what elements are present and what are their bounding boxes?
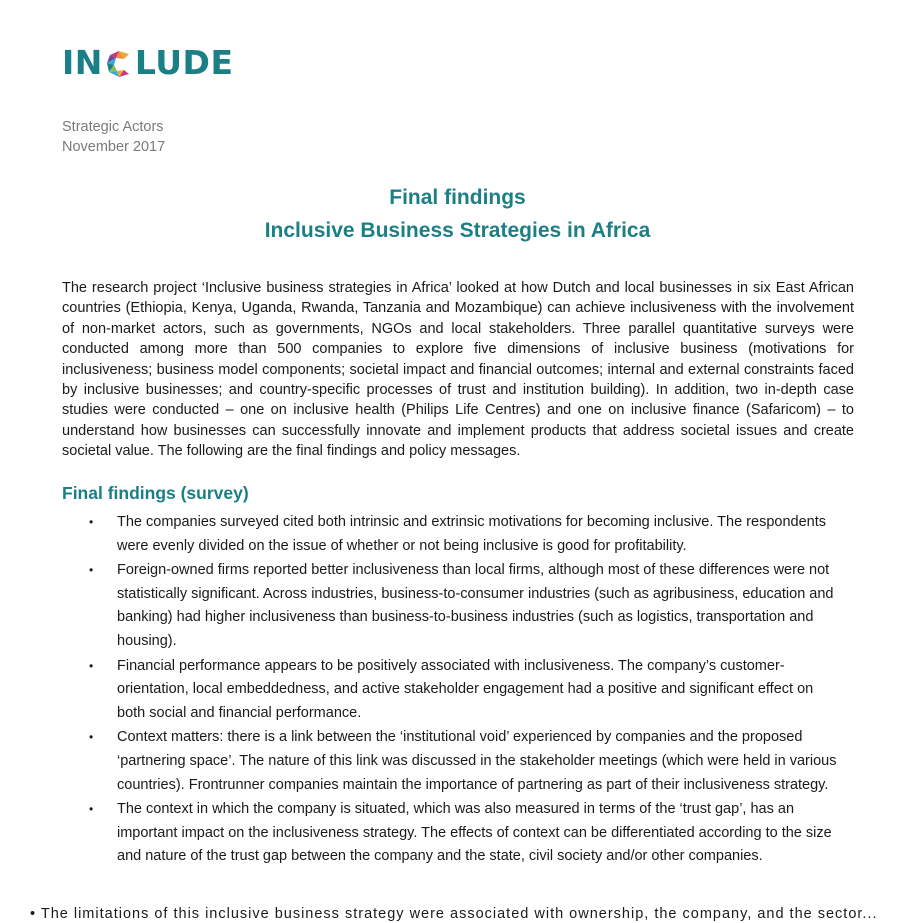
logo-text-before: IN [62,42,103,82]
list-item-text: The companies surveyed cited both intrinsic and extrinsic motivations for becoming inclusive. The respondents were evenly divided on the issue of whether or not being inclusive is good for profitability. [117,514,826,554]
bullet-icon: • [89,730,94,745]
intro-paragraph: The research project ‘Inclusive business strategies in Africa’ looked at how Dutch and local businesses in six East African countries (Ethiopia, Kenya, Uganda, Rwanda, Tanzania and Mozambique) can achieve inclusiveness with the involvement of non-market actors, such as governments, NGOs and local stakeholders. Three parallel quantitative surveys were conducted among more than 500 companies to explore five dimensions of inclusive business (motivations for inclusiveness; business model components; societal impact and financial outcomes; internal and external constraints faced by inclusive businesses; and country-specific processes of trust and institution building). In addition, two in-depth case studies were conducted – one on inclusive health (Philips Life Centres) and one on inclusive finance (Safaricom) – to understand how businesses can successfully innovate and implement products that address societal issues and create societal value. The following are the final findings and policy messages. [62,280,854,460]
document-meta [62,117,165,157]
cutoff-text: • The limitations of this inclusive business strategy were associated with ownership, the company, and the sector... [30,906,878,922]
organization-label: Strategic Actors [62,119,164,135]
section-heading: Final findings (survey) [62,483,249,503]
list-item-text: Context matters: there is a link between the ‘institutional void’ experienced by companies and the proposed ‘partnering space’. The nature of this link was discussed in the stakeholder meetings (which were held in various countries). Frontrunner companies maintain the importance of partnering as part of their inclusiveness strategy. [117,729,837,793]
logo-c-mark-icon [104,48,134,78]
bullet-icon: • [89,802,94,817]
list-item [62,798,842,869]
list-item [62,726,842,797]
list-item [62,559,842,653]
document-title [0,181,915,247]
title-line-1: Final findings [389,186,526,209]
cutoff-text-line [0,906,907,923]
date-label: November 2017 [62,139,166,155]
list-item-text: Foreign-owned firms reported better inclusiveness than local firms, although most of these differences were not statistically significant. Across industries, business-to-consumer industries (such as agribusiness, education and banking) had higher inclusiveness than business-to-business industries (such as logistics, transportation and housing). [117,562,834,649]
bullet-icon: • [89,563,94,578]
list-item [62,511,842,558]
findings-list [62,511,842,870]
bullet-icon: • [89,658,94,673]
title-line-2: Inclusive Business Strategies in Africa [264,219,651,242]
logo-text-after: LUDE [134,42,234,82]
list-item-text: The context in which the company is situated, which was also measured in terms of the ‘trust gap’, has an important impact on the inclusiveness strategy. The effects of context can be differentiated according to the size and nature of the trust gap between the company and the state, civil society and/or other companies. [117,801,832,865]
list-item [62,655,842,726]
include-logo [62,44,234,80]
list-item-text: Financial performance appears to be positively associated with inclusiveness. The company’s customer-orientation, local embeddedness, and active stakeholder engagement had a positive and significant effect on both social and financial performance. [117,657,814,721]
bullet-icon: • [89,515,94,529]
